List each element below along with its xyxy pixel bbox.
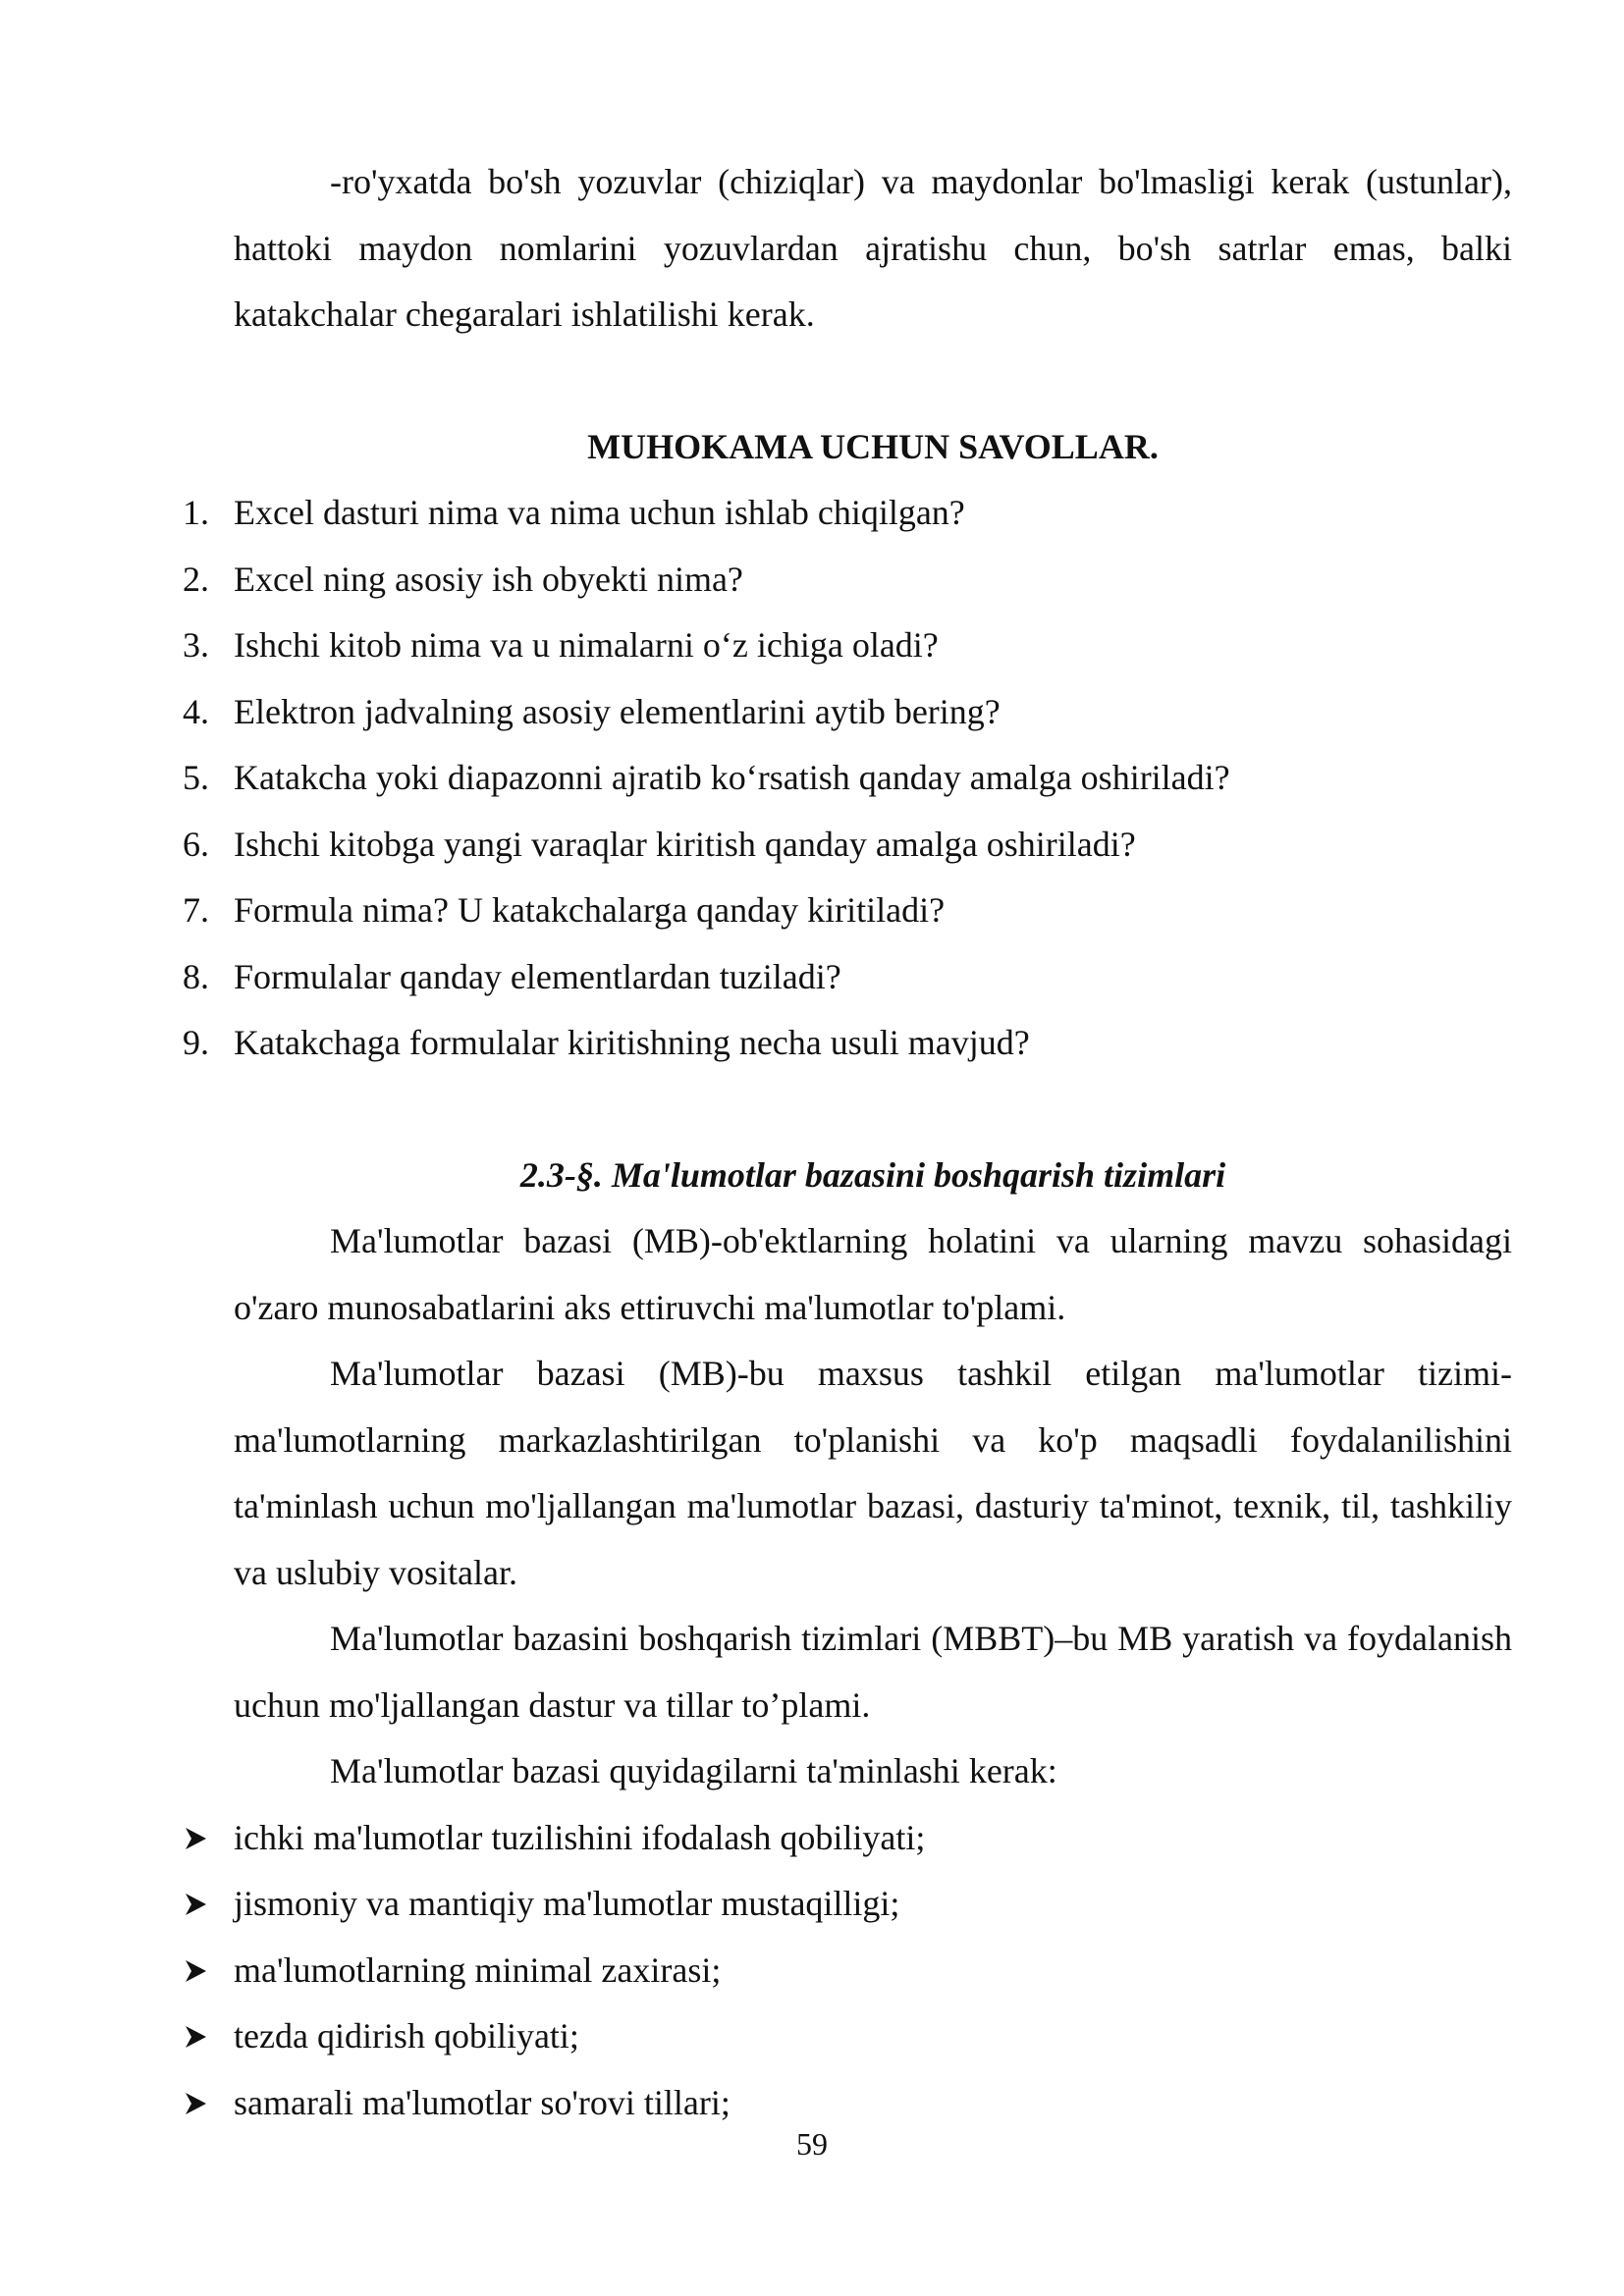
questions-list: [183, 480, 1512, 1077]
list-item-text: Katakcha yoki diapazonni ajratib ko‘rsatish qanday amalga oshiriladi?: [234, 758, 1230, 797]
bullet-text: ichki ma'lumotlar tuzilishini ifodalash qobiliyati;: [234, 1817, 926, 1857]
list-item-number: 4.: [183, 691, 209, 731]
list-item: [183, 613, 1512, 679]
list-item: [183, 1010, 1512, 1077]
list-item: [183, 812, 1512, 879]
bullet-item: [234, 1871, 1512, 1938]
list-item-number: 8.: [183, 956, 209, 996]
arrow-bullet-icon: [181, 1871, 210, 1937]
list-item-number: 3.: [183, 625, 209, 665]
bullet-item: [234, 2003, 1512, 2070]
intro-paragraph: -ro'yxatda bo'sh yozuvlar (chiziqlar) va maydonlar bo'lmasligi kerak (ustunlar), hattoki maydon nomlarini yozuvlardan ajratishu chun, bo'sh satrlar emas, balki katakchalar chegaralari ishlatilishi kerak.: [234, 162, 1512, 334]
list-item-number: 1.: [183, 493, 209, 532]
body-paragraph: Ma'lumotlar bazasi (MB)-bu maxsus tashkil etilgan ma'lumotlar tizimi-ma'lumotlarning markazlashtirilgan to'planishi va ko'p maqsadli foydalanilishini ta'minlash uchun mo'ljallangan ma'lumotlar bazasi, dasturiy ta'minot, texnik, til, tashkiliy va uslubiy vositalar.: [234, 1354, 1512, 1592]
list-item-text: Elektron jadvalning asosiy elementlarini aytib bering?: [234, 691, 1001, 731]
list-item-text: Katakchaga formulalar kiritishning necha usuli mavjud?: [234, 1023, 1030, 1062]
bullet-item: [234, 1805, 1512, 1872]
bullet-text: tezda qidirish qobiliyati;: [234, 2016, 579, 2056]
list-item: [183, 547, 1512, 614]
bullet-text: jismoniy va mantiqiy ma'lumotlar mustaqilligi;: [234, 1884, 900, 1923]
list-item-text: Excel ning asosiy ish obyekti nima?: [234, 559, 743, 599]
arrow-bullet-icon: [181, 1938, 210, 2003]
list-item-text: Formulalar qanday elementlardan tuziladi?: [234, 956, 841, 996]
bullet-text: ma'lumotlarning minimal zaxirasi;: [234, 1949, 722, 1990]
body-paragraph: Ma'lumotlar bazasi (MB)-ob'ektlarning holatini va ularning mavzu sohasidagi o'zaro munosabatlarini aks ettiruvchi ma'lumotlar to'plami.: [234, 1221, 1512, 1327]
list-item-text: Ishchi kitobga yangi varaqlar kiritish qanday amalga oshiriladi?: [234, 824, 1136, 864]
list-item-number: 2.: [183, 559, 209, 599]
list-item: [183, 745, 1512, 812]
arrow-bullet-icon: [181, 1805, 210, 1871]
bullet-text: samarali ma'lumotlar so'rovi tillari;: [234, 2082, 731, 2122]
questions-heading: MUHOKAMA UCHUN SAVOLLAR.: [587, 426, 1159, 466]
list-item-text: Excel dasturi nima va nima uchun ishlab chiqilgan?: [234, 493, 965, 532]
list-item-text: Formula nima? U katakchalarga qanday kiritiladi?: [234, 890, 946, 930]
body-paragraph: Ma'lumotlar bazasi quyidagilarni ta'minlashi kerak:: [330, 1751, 1057, 1790]
body-paragraph: Ma'lumotlar bazasini boshqarish tizimlari (MBBT)–bu MB yaratish va foydalanish uchun mo'ljallangan dastur va tillar to’plami.: [234, 1619, 1512, 1725]
list-item: [183, 944, 1512, 1011]
page-content: [183, 149, 1512, 2136]
list-item-number: 9.: [183, 1023, 209, 1062]
bullet-list: [234, 1805, 1512, 2137]
list-item: [183, 679, 1512, 746]
list-item-number: 6.: [183, 824, 209, 864]
arrow-bullet-icon: [181, 2003, 210, 2069]
list-item: [183, 878, 1512, 944]
page-number: 59: [796, 2126, 828, 2162]
list-item-number: 5.: [183, 758, 209, 797]
section-title: 2.3-§. Ma'lumotlar bazasini boshqarish tizimlari: [519, 1154, 1226, 1195]
list-item-number: 7.: [183, 890, 209, 930]
list-item-text: Ishchi kitob nima va u nimalarni o‘z ichiga oladi?: [234, 625, 939, 665]
bullet-item: [234, 1938, 1512, 2004]
list-item: [183, 480, 1512, 547]
